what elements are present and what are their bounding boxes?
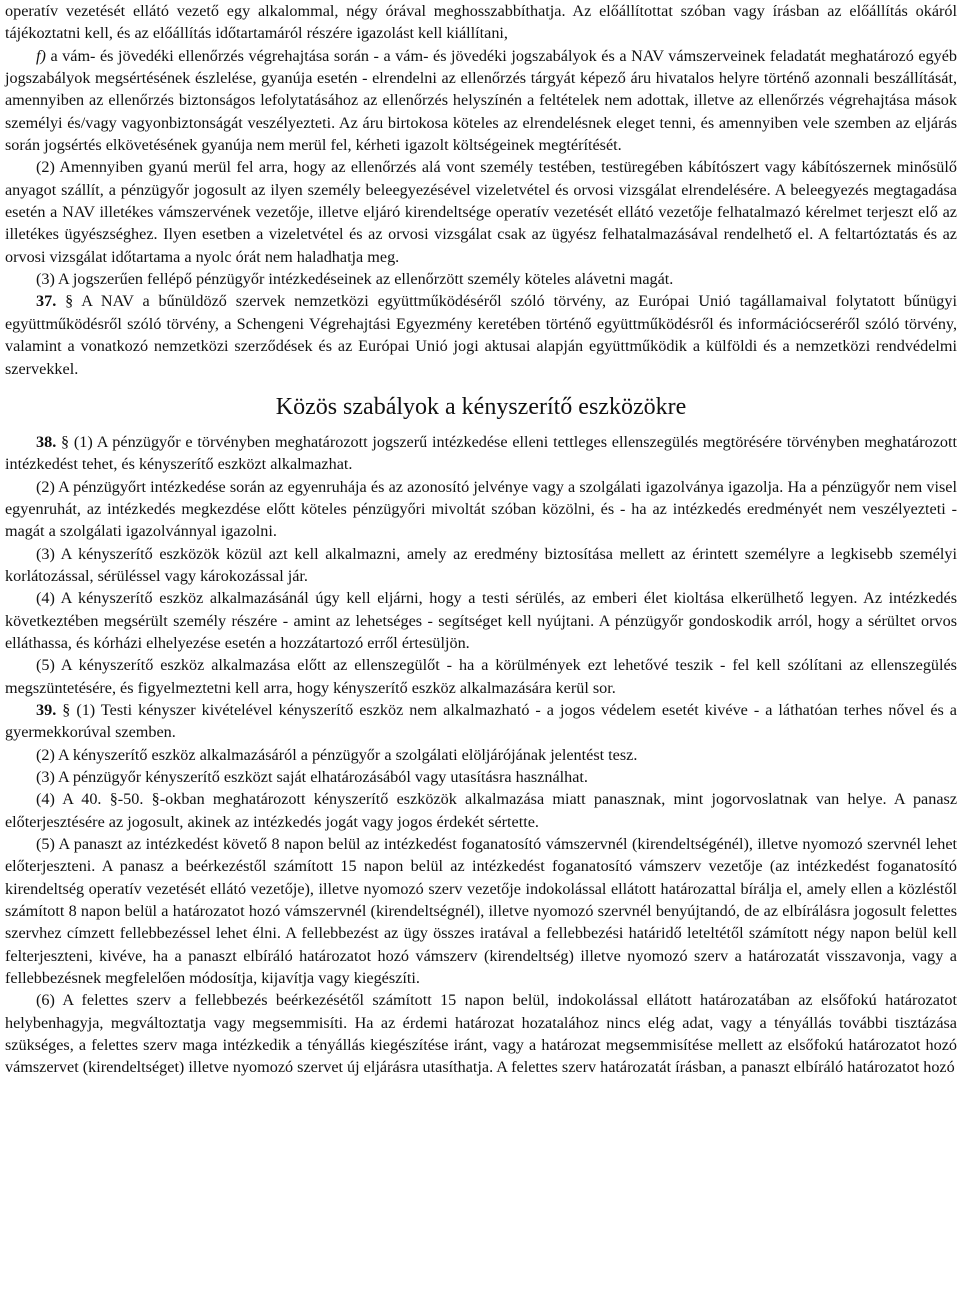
section-38-2: (2) A pénzügyőrt intézkedése során az egyenruhája és az azonosító jelvénye vagy a szolgálati igazolványa igazolja. Ha a pénzügyőr nem visel egyenruhát, az intézkedés megkezdése előtt köteles pénzügyőri mivoltát szóban közölni, és - ha az intézkedés eredményét nem veszélyezteti - magát a szolgálati igazolvánnyal igazolni. (5, 477, 957, 541)
section-39-2: (2) A kényszerítő eszköz alkalmazásáról a pénzügyőr a szolgálati elöljárójának jelentést tesz. (36, 745, 638, 764)
section-39-1-text: § (1) Testi kényszer kivételével kényszerítő eszköz nem alkalmazható - a jogos védelem esetét kivéve - a láthatóan terhes nővel és a gyermekkorúval szemben. (5, 700, 957, 742)
section-38-1-text: § (1) A pénzügyőr e törvényben meghatározott jogszerű intézkedése elleni tettleges ellenszegülés megtörésére törvényben meghatározott intézkedést tehet, és kényszerítő eszközt alkalmazhat. (5, 432, 957, 474)
section-39-number: 39. (36, 700, 57, 719)
section-37-number: 37. (36, 292, 57, 311)
section-38-5: (5) A kényszerítő eszköz alkalmazása előtt az ellenszegülőt - ha a körülmények ezt lehetővé teszik - fel kell szólítani az ellenszegülés megszüntetésére, és figyelmeztetni kell arra, hogy kényszerítő eszköz alkalmazására kerül sor. (5, 656, 957, 697)
point-f-label: f) (36, 46, 46, 65)
section-39-3: (3) A pénzügyőr kényszerítő eszközt saját elhatározásából vagy utasításra használhat. (36, 768, 588, 786)
section-39-1 (5, 699, 957, 744)
section-39-5: (5) A panaszt az intézkedést követő 8 napon belül az intézkedést foganatosító vámszervnél (kirendeltségénél), illetve nyomozó szervnél lehet előterjeszteni. A panasz a beérkezéstől számított 15 napon belül az intézkedést foganatosító vámszerv vezetője (az intézkedést foganatosító kirendeltség operatív vezetését ellátó vezetője), illetve nyomozó szerv vezetője indokolással ellátott határozattal bírálja el, amely ellen a közléstől számított 8 napon belül a határozatot hozó vámszervnél (kirendeltségnél), illetve nyomozó szervnél benyújtandó, de az elbírálásra jogosult felettes szervhez címzett fellebbezéssel lehet élni. A fellebbezést az ügy összes iratával a fellebbezési határidő leteltétől számított négy napon belül kell felterjeszteni, kivéve, ha a panaszt elbíráló határozatot hozó vámszerv (kirendeltség) illetve nyomozó szerv a határozatát visszavonja, vagy a fellebbezésnek megfelelően módosítja, kijavítja vagy kiegészíti. (5, 835, 957, 988)
paragraph-36-3: (3) A jogszerűen fellépő pénzügyőr intézkedéseinek az ellenőrzött személy köteles alávetni magát. (36, 270, 674, 289)
section-39-6: (6) A felettes szerv a fellebbezés beérkezésétől számított 15 napon belül, indokolással ellátott határozatában az elsőfokú határozatot helybenhagyja, megváltoztatja vagy megsemmisíti. Ha az érdemi határozat hozatalához nincs elég adat, vagy a tényállás további tisztázása szükséges, a felettes szerv maga intézkedik a tényállás kiegészítése iránt, vagy a határozat megsemmisítése mellett az elsőfokú határozatot hozó vámszervet (kirendeltséget) illetve nyomozó szervet új eljárásra utasíthatja. A felettes szerv határozatát írásban, a panaszt elbíráló határozatot hozó (5, 991, 957, 1077)
section-38-4: (4) A kényszerítő eszköz alkalmazásánál úgy kell eljárni, hogy a testi sérülés, az emberi élet kioltása elkerülhető legyen. Az intézkedés következtében megsérült személy részére - amint az lehetséges - segítséget kell nyújtani. A pénzügyőr gondoskodik arról, hogy a sérültet orvos elláthassa, és kórházi elhelyezése esetén a hozzátartozó erről értesüljön. (5, 589, 957, 652)
section-37-text: § A NAV a bűnüldöző szervek nemzetközi együttműködéséről szóló törvény, az Európai Unió tagállamaival folytatott bűnügyi együttműködésről szóló törvény, a Schengeni Végrehajtási Egyezmény keretében történő együttműködésről és információcseréről szóló törvény, valamint a vonatkozó nemzetközi szerződések és az Európai Unió jogi aktusai alapján együttműködik a külföldi és a nemzetközi rendvédelmi szervekkel. (5, 292, 957, 378)
section-heading: Közös szabályok a kényszerítő eszközökre (275, 393, 687, 420)
section-38-1 (5, 431, 957, 476)
section-38-number: 38. (36, 432, 57, 451)
paragraph-point-f (5, 45, 957, 157)
paragraph-continuation: operatív vezetését ellátó vezető egy alkalommal, négy órával meghosszabbíthatja. Az előállítottat szóban vagy írásban az előállítás okáról tájékoztatni kell, és az előállítás időtartamáról részére igazolást kell kiállítani, (5, 2, 957, 43)
document-page (5, 0, 957, 1079)
point-f-text: a vám- és jövedéki ellenőrzés végrehajtása során - a vám- és jövedéki jogszabályok és a NAV vámszerveinek feladatát meghatározó egyéb jogszabályok megsértésének észlelése, gyanúja esetén - elrendelni az ellenőrzés tárgyát képező áru hivatalos helyre történő azonnali beszállítását, amennyiben az ellenőrzés biztonságos lefolytatásához az ellenőrzés helyszínén a feltételek nem adottak, illetve az ellenőrzés végrehajtása mások személyi és/vagy vagyonbiztonságát veszélyezteti. Az áru birtokosa köteles az elrendelésnek eleget tenni, és amennyiben vele szemben az eljárás során jogsértés elkövetésének gyanúja nem merül fel, kérheti igazolt költségeinek megtérítését. (5, 46, 957, 155)
section-39-4: (4) A 40. §-50. §-okban meghatározott kényszerítő eszközök alkalmazása miatt panasznak, mint jogorvoslatnak van helye. A panasz előterjesztésére az jogosult, akinek az intézkedés jogát vagy jogos érdekét sértette. (5, 790, 957, 831)
section-38-3: (3) A kényszerítő eszközök közül azt kell alkalmazni, amely az eredmény biztosítása mellett az érintett személyre a legkisebb személyi korlátozással, sérüléssel vagy károkozással jár. (5, 544, 957, 585)
section-37 (5, 290, 957, 379)
paragraph-36-2: (2) Amennyiben gyanú merül fel arra, hogy az ellenőrzés alá vont személy testében, testüregében kábítószert vagy kábítószernek minősülő anyagot szállít, a pénzügyőr jogosult az ilyen személy beleegyezésével vizeletvétel és orvosi vizsgálat elrendelésére. A beleegyezés megtagadása esetén a NAV illetékes vámszervének vezetője, illetve eljáró kirendeltsége operatív vezetését ellátó vezetője felhatalmazó kérelmet terjeszt elő az illetékes ügyészséghez. Ilyen esetben a vizeletvétel és az orvosi vizsgálat csak az ügyész felhatalmazásával rendelhető el. A feltartóztatás és az orvosi vizsgálat időtartama a nyolc órát nem haladhatja meg. (5, 158, 957, 266)
